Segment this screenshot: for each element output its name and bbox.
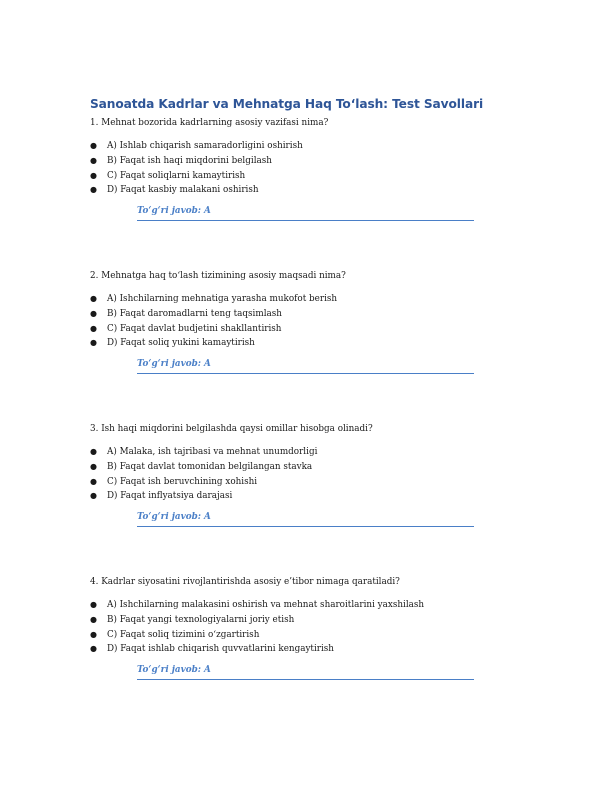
bullet-icon: ● — [90, 491, 97, 501]
bullet-icon: ● — [90, 644, 97, 654]
bullet-icon: ● — [90, 155, 97, 165]
option-label: D) Faqat inflyatsiya darajasi — [107, 491, 233, 502]
bullet-icon: ● — [90, 323, 97, 333]
bullet-icon: ● — [90, 629, 97, 639]
correct-answer: To‘g‘ri javob: A — [137, 359, 474, 374]
option-item — [90, 489, 522, 504]
bullet-icon: ● — [90, 447, 97, 456]
bullet-icon: ● — [90, 600, 97, 609]
bullet-icon: ● — [90, 338, 97, 348]
option-label: A) Ishchilarning malakasini oshirish va mehnat sharoitlarini yaxshilash — [107, 600, 425, 610]
option-item — [90, 322, 522, 337]
options-list — [90, 292, 522, 351]
options-list — [90, 598, 522, 657]
option-item — [90, 598, 522, 613]
correct-answer: To‘g‘ri javob: A — [137, 512, 474, 527]
question-block — [90, 424, 522, 577]
option-label: B) Faqat yangi texnologiyalarni joriy etish — [107, 614, 295, 625]
question-text: 1. Mehnat bozorida kadrlarning asosiy vazifasi nima? — [90, 118, 329, 128]
bullet-icon: ● — [90, 308, 97, 318]
question-block — [90, 271, 522, 424]
bullet-icon: ● — [90, 614, 97, 624]
option-label: C) Faqat ish beruvchining xohishi — [107, 476, 258, 487]
question-text: 4. Kadrlar siyosatini rivojlantirishda asosiy e’tibor nimaga qaratiladi? — [90, 577, 400, 587]
option-label: D) Faqat ishlab chiqarish quvvatlarini kengaytirish — [107, 644, 334, 655]
option-label: A) Ishchilarning mehnatiga yarasha mukofot berish — [107, 294, 338, 304]
option-item — [90, 183, 522, 198]
option-item — [90, 336, 522, 351]
option-label: B) Faqat davlat tomonidan belgilangan stavka — [107, 461, 313, 472]
option-label: B) Faqat daromadlarni teng taqsimlash — [107, 308, 282, 319]
bullet-icon: ● — [90, 170, 97, 180]
option-label: C) Faqat davlat budjetini shakllantirish — [107, 323, 282, 334]
option-label: B) Faqat ish haqi miqdorini belgilash — [107, 155, 272, 166]
option-label: D) Faqat kasbiy malakani oshirish — [107, 185, 259, 196]
correct-answer: To‘g‘ri javob: A — [137, 206, 474, 221]
bullet-icon: ● — [90, 185, 97, 195]
option-item — [90, 460, 522, 475]
document-page — [90, 97, 522, 730]
bullet-icon: ● — [90, 476, 97, 486]
option-item — [90, 628, 522, 643]
option-item — [90, 307, 522, 322]
option-label: A) Malaka, ish tajribasi va mehnat unumdorligi — [107, 447, 318, 457]
option-item — [90, 475, 522, 490]
options-list — [90, 139, 522, 198]
document-title: Sanoatda Kadrlar va Mehnatga Haq To‘lash: Test Savollari — [90, 97, 484, 111]
option-item — [90, 154, 522, 169]
question-block — [90, 577, 522, 730]
option-label: C) Faqat soliqlarni kamaytirish — [107, 170, 246, 181]
option-label: D) Faqat soliq yukini kamaytirish — [107, 338, 255, 349]
option-item — [90, 139, 522, 154]
question-block — [90, 118, 522, 271]
option-item — [90, 642, 522, 657]
correct-answer: To‘g‘ri javob: A — [137, 665, 474, 680]
bullet-icon: ● — [90, 294, 97, 303]
bullet-icon: ● — [90, 141, 97, 150]
option-item — [90, 169, 522, 184]
option-label: C) Faqat soliq tizimini o‘zgartirish — [107, 629, 260, 640]
option-label: A) Ishlab chiqarish samaradorligini oshirish — [107, 141, 303, 151]
question-text: 2. Mehnatga haq to‘lash tizimining asosiy maqsadi nima? — [90, 271, 346, 281]
question-text: 3. Ish haqi miqdorini belgilashda qaysi omillar hisobga olinadi? — [90, 424, 373, 434]
options-list — [90, 445, 522, 504]
option-item — [90, 445, 522, 460]
option-item — [90, 292, 522, 307]
option-item — [90, 613, 522, 628]
bullet-icon: ● — [90, 461, 97, 471]
